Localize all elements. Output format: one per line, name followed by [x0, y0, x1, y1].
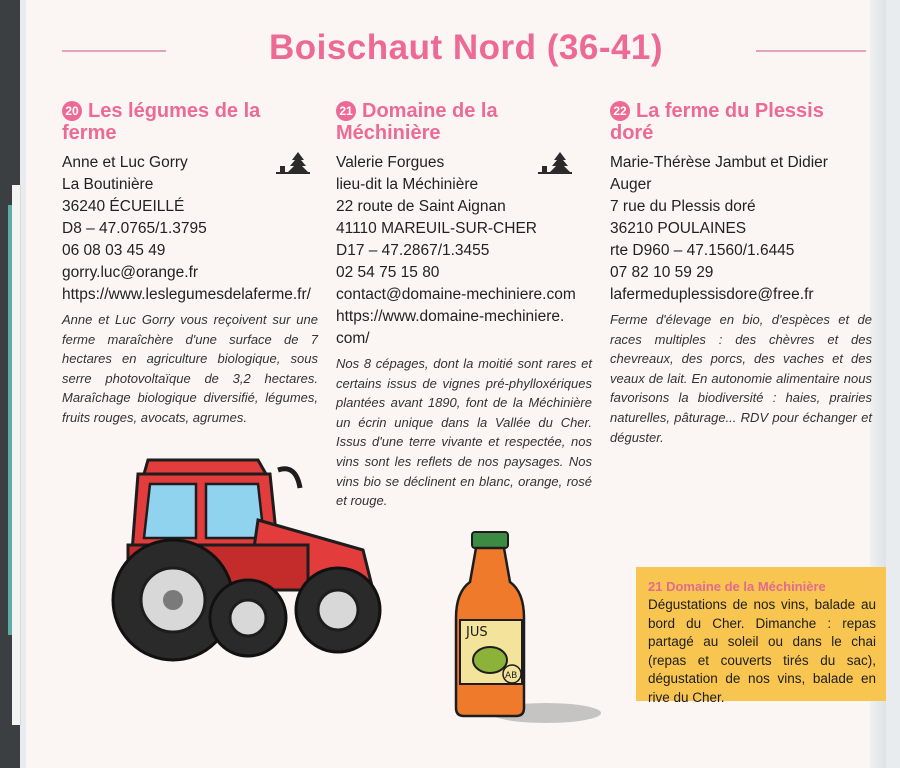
brochure-page — [26, 0, 886, 768]
contact-phone: 07 82 10 59 29 — [610, 264, 714, 281]
contact-phone: 06 08 03 45 49 — [62, 242, 166, 259]
entry-contact-info — [610, 152, 872, 306]
entry-title: Domaine de la Méchinière — [336, 100, 498, 144]
tractor-illustration — [98, 440, 388, 665]
entry-description: Nos 8 cépages, dont la moitié sont rares et certains issus de vignes pré-phylloxériques plantées avant 1890, font de la Méchinière un écrin unique dans la Vallée du Cher. Issus d'une terre vivante et respectée, nos vins sont les reflets de nos paysages. Nos vins bio se déclinent en blanc, orange, rosé et rouge. — [336, 356, 592, 509]
farm-tree-icon — [538, 150, 572, 176]
page-fold-strip — [12, 185, 21, 725]
contact-website-end: com/ — [336, 330, 370, 347]
farm-tree-icon — [276, 150, 310, 176]
entry-description: Ferme d'élevage en bio, d'espèces et de races multiples : des chèvres et des chevreaux, des porcs, des vaches et des veaux de lait. En autonomie alimentaire nous favorisons la biodiversité : haies, prairies naturelles, pâturage... RDV pour échanger et déguster. — [610, 312, 872, 445]
entry-heading — [62, 100, 318, 144]
contact-email: gorry.luc@orange.fr — [62, 264, 199, 281]
page-title: Boischaut Nord (36-41) — [268, 28, 664, 67]
event-box — [636, 567, 886, 705]
header-rule-right — [756, 50, 866, 52]
contact-name: Marie-Thérèse Jambut et Didier — [610, 154, 828, 171]
entry-heading — [610, 100, 872, 144]
contact-phone: 02 54 75 15 80 — [336, 264, 440, 281]
contact-website: https://www.domaine-mechiniere. — [336, 308, 565, 325]
contact-street: 7 rue du Plessis doré — [610, 198, 756, 215]
event-box-text: Dégustations de nos vins, balade au bord du Cher. Dimanche : repas partagé au soleil ou dans le chai (repas et couverts tirés du sac), dégustation de nos vins, balade en rive du Cher. — [648, 597, 876, 705]
entry-number-badge: 22 — [610, 101, 630, 121]
contact-city: 36240 ÉCUEILLÉ — [62, 198, 185, 215]
juice-bottle-illustration — [436, 528, 606, 728]
contact-name: Anne et Luc Gorry — [62, 154, 188, 171]
contact-name: Valerie Forgues — [336, 154, 445, 171]
entry-description: Anne et Luc Gorry vous reçoivent sur une ferme maraîchère d'une surface de 7 hectares en agriculture biologique, sous serre photovoltaïque de 3,2 hectares. Maraîchage biologique diversifié, légumes, fruits rouges, avocats, agrumes. — [62, 312, 318, 425]
contact-coordinates: D8 – 47.0765/1.3795 — [62, 220, 207, 237]
entry-contact-info — [336, 152, 592, 350]
bottle-badge: AB — [505, 671, 518, 681]
contact-coordinates: rte D960 – 47.1560/1.6445 — [610, 242, 795, 259]
entry-heading — [336, 100, 592, 144]
header-rule-left — [62, 50, 166, 52]
event-box-number: 21 — [648, 579, 663, 594]
contact-place: La Boutinière — [62, 176, 154, 193]
contact-street: 22 route de Saint Aignan — [336, 198, 506, 215]
entry-22 — [610, 100, 872, 447]
event-box-name: Domaine de la Méchinière — [666, 579, 826, 594]
contact-city: 36210 POULAINES — [610, 220, 747, 237]
contact-city: 41110 MAREUIL-SUR-CHER — [336, 220, 537, 237]
event-box-title — [648, 579, 876, 594]
contact-name-end: Auger — [610, 176, 652, 193]
contact-email: contact@domaine-mechiniere.com — [336, 286, 576, 303]
contact-email: lafermeduplessisdore@free.fr — [610, 286, 814, 303]
contact-coordinates: D17 – 47.2867/1.3455 — [336, 242, 490, 259]
bottle-label: JUS — [466, 625, 488, 640]
entry-number-badge: 21 — [336, 101, 356, 121]
contact-place: lieu-dit la Méchinière — [336, 176, 479, 193]
contact-website: https://www.leslegumesdelaferme.fr/ — [62, 286, 311, 303]
entry-number-badge: 20 — [62, 101, 82, 121]
entry-title: Les légumes de la ferme — [62, 100, 261, 144]
entry-title: La ferme du Plessis doré — [610, 100, 824, 144]
